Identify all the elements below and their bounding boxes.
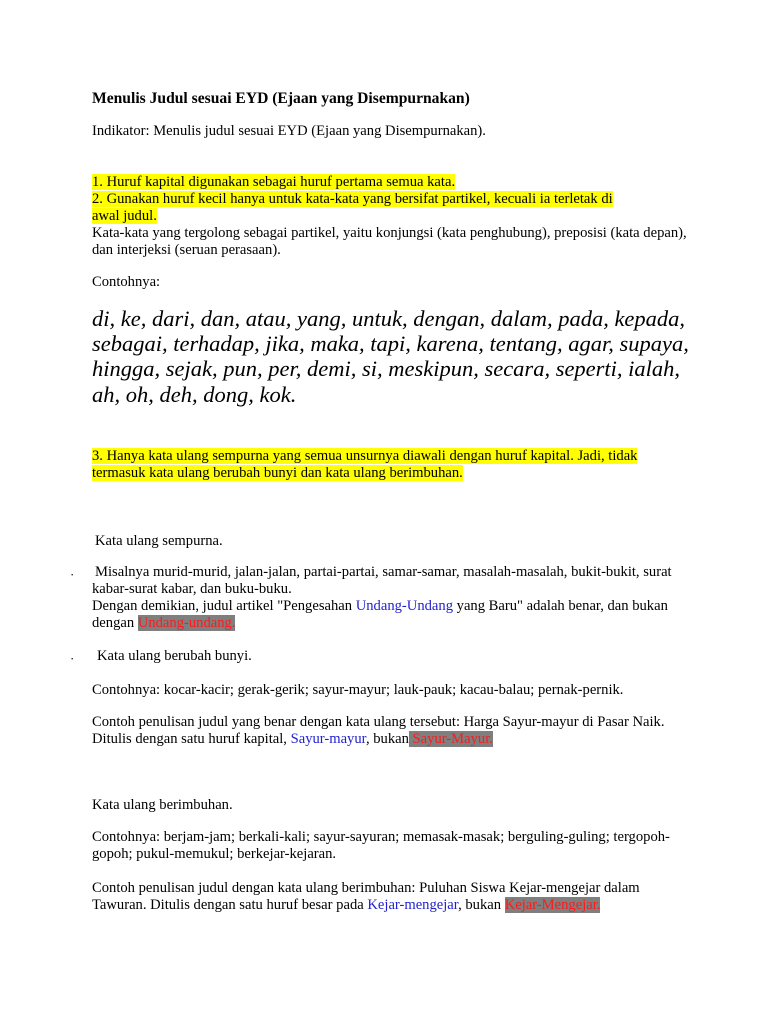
berimbuhan-correct-term: Kejar-mengejar: [367, 897, 459, 913]
berubah-sentence-mid: , bukan: [365, 731, 409, 747]
sempurna-body: [92, 564, 692, 632]
rule-2-line-2: awal judul.: [92, 208, 157, 224]
bullet-icon: ·: [70, 651, 75, 666]
indikator-text: Indikator: Menulis judul sesuai EYD (Ejaan yang Disempurnakan).: [92, 123, 486, 139]
contohnya-label: Contohnya:: [92, 274, 161, 290]
document-title: Menulis Judul sesuai EYD (Ejaan yang Disempurnakan): [92, 90, 470, 107]
partikel-description: Kata-kata yang tergolong sebagai partikel, yaitu konjungsi (kata penghubung), preposisi (kata depan), dan interjeksi (seruan perasaan).: [92, 225, 687, 258]
berubah-correct-term: Sayur-mayur: [290, 731, 366, 747]
partikel-list: di, ke, dari, dan, atau, yang, untuk, dengan, dalam, pada, kepada, sebagai, terhadap, jika, maka, tapi, karena, tentang, agar, supaya, hingga, sejak, pun, per, demi, si, meskipun, secara, seperti, ialah, ah, oh, deh, dong, kok.: [92, 306, 689, 407]
berimbuhan-heading: Kata ulang berimbuhan.: [92, 797, 233, 813]
rules-block: [92, 174, 692, 259]
berubah-body: [92, 714, 692, 748]
rule-3: [92, 448, 692, 482]
sempurna-correct-term: Undang-Undang: [355, 598, 453, 614]
berimbuhan-wrong-term: Kejar-Mengejar.: [504, 897, 601, 913]
berimbuhan-sentence-mid: , bukan: [458, 897, 505, 913]
berubah-examples: Contohnya: kocar-kacir; gerak-gerik; sayur-mayur; lauk-pauk; kacau-balau; pernak-pernik.: [92, 682, 624, 698]
sempurna-sentence-pre: Dengan demikian, judul artikel "Pengesahan: [92, 598, 356, 614]
bullet-icon: ·: [70, 567, 75, 582]
sempurna-examples: Misalnya murid-murid, jalan-jalan, partai-partai, samar-samar, masalah-masalah, bukit-bukit, surat kabar-surat kabar, dan buku-buku.: [92, 564, 672, 597]
berubah-heading: Kata ulang berubah bunyi.: [97, 648, 252, 664]
berimbuhan-body: [92, 880, 692, 914]
sempurna-sentence-mid: yang Baru" adalah benar, dan bukan dengan: [92, 598, 668, 631]
berubah-sentence-pre: Contoh penulisan judul yang benar dengan kata ulang tersebut: Harga Sayur-mayur di Pasar Naik. Ditulis dengan satu huruf kapital,: [92, 714, 665, 747]
rule-2-line-1: 2. Gunakan huruf kecil hanya untuk kata-kata yang bersifat partikel, kecuali ia terletak di: [92, 191, 613, 207]
sempurna-heading: Kata ulang sempurna.: [95, 533, 223, 549]
rule-3-line-2: termasuk kata ulang berubah bunyi dan kata ulang berimbuhan.: [92, 465, 463, 481]
berimbuhan-examples: Contohnya: berjam-jam; berkali-kali; sayur-sayuran; memasak-masak; berguling-guling; tergopoh-gopoh; pukul-memukul; berkejar-kejaran.: [92, 829, 670, 862]
rule-3-line-1: 3. Hanya kata ulang sempurna yang semua unsurnya diawali dengan huruf kapital. Jadi, tidak: [92, 448, 638, 464]
rule-1: 1. Huruf kapital digunakan sebagai huruf pertama semua kata.: [92, 174, 456, 190]
berimbuhan-sentence-pre: Contoh penulisan judul dengan kata ulang berimbuhan: Puluhan Siswa Kejar-mengejar dalam Tawuran. Ditulis dengan satu huruf besar pada: [92, 880, 640, 913]
berubah-wrong-term: Sayur-Mayur.: [408, 731, 493, 747]
sempurna-wrong-term: Undang-undang.: [137, 615, 236, 631]
